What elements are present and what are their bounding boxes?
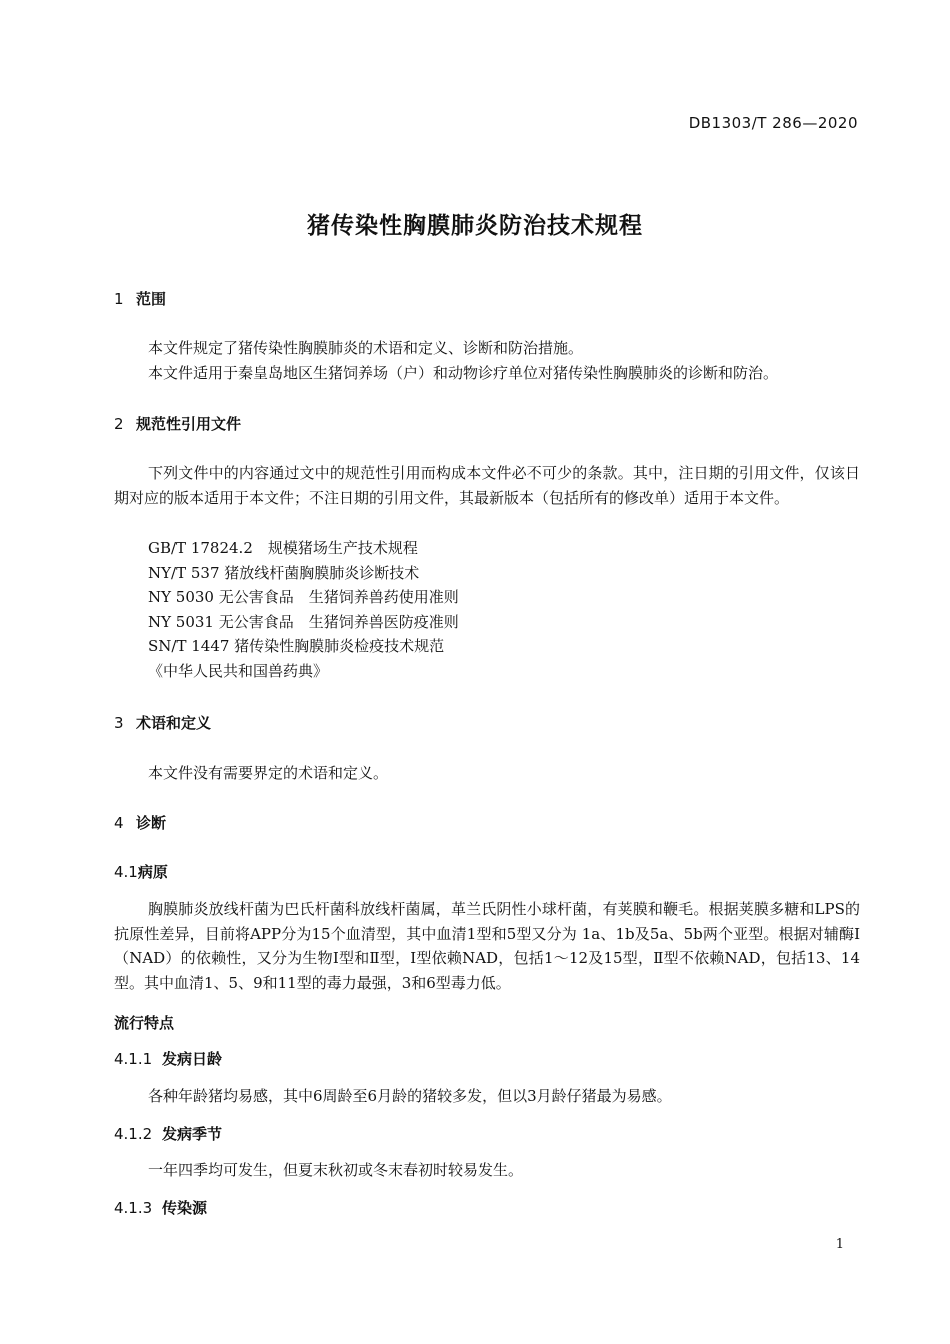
document-code: DB1303/T 286—2020: [688, 114, 858, 132]
reference-item: NY/T 537 猪放线杆菌胸膜肺炎诊断技术: [148, 564, 420, 582]
subsection-heading-pathogen: [114, 861, 168, 882]
paragraph: 各种年龄猪均易感，其中6周龄至6月龄的猪较多发，但以3月龄仔猪最为易感。: [148, 1087, 672, 1105]
reference-item: GB/T 17824.2 规模猪场生产技术规程: [148, 539, 418, 557]
subsection-label: 发病季节: [162, 1125, 223, 1143]
subsection-number: 4.1.1: [114, 1050, 153, 1068]
subsection-number: 4.1.3: [114, 1199, 153, 1217]
section-label: 范围: [136, 290, 167, 308]
subsection-number: 4.1: [114, 863, 138, 881]
section-heading-diagnosis: [114, 812, 166, 833]
subsection-number: 4.1.2: [114, 1125, 153, 1143]
reference-item: NY 5031 无公害食品 生猪饲养兽医防疫准则: [148, 613, 459, 631]
reference-item: 《中华人民共和国兽药典》: [148, 662, 329, 680]
section-label: 诊断: [136, 814, 167, 832]
reference-item: NY 5030 无公害食品 生猪饲养兽药使用准则: [148, 588, 459, 606]
section-number: 4: [114, 814, 124, 832]
section-number: 2: [114, 415, 124, 433]
section-heading-terms: [114, 712, 211, 733]
subsection-label: 传染源: [162, 1199, 208, 1217]
document-title: 猪传染性胸膜肺炎防治技术规程: [307, 213, 643, 239]
subsection-label: 流行特点: [114, 1014, 175, 1032]
reference-item: SN/T 1447 猪传染性胸膜肺炎检疫技术规范: [148, 637, 445, 655]
section-heading-normative-references: [114, 413, 241, 434]
paragraph: 一年四季均可发生，但夏末秋初或冬末春初时较易发生。: [148, 1161, 524, 1179]
section-heading-scope: [114, 288, 166, 309]
section-number: 3: [114, 714, 124, 732]
paragraph: 本文件没有需要界定的术语和定义。: [148, 764, 389, 782]
paragraph: 下列文件中的内容通过文中的规范性引用而构成本文件必不可少的条款。其中，注日期的引用文件，仅该日期对应的版本适用于本文件；不注日期的引用文件，其最新版本（包括所有的修改单）适用于本文件。: [114, 464, 860, 507]
paragraph: 本文件规定了猪传染性胸膜肺炎的术语和定义、诊断和防治措施。: [148, 339, 584, 357]
section-label: 规范性引用文件: [136, 415, 242, 433]
subsection-label: 发病日龄: [162, 1050, 223, 1068]
paragraph: 本文件适用于秦皇岛地区生猪饲养场（户）和动物诊疗单位对猪传染性胸膜肺炎的诊断和防治。: [148, 364, 779, 382]
subsection-label: 病原: [137, 863, 168, 881]
subsection-heading-season: [114, 1123, 222, 1144]
paragraph: 胸膜肺炎放线杆菌为巴氏杆菌科放线杆菌属，革兰氏阴性小球杆菌，有荚膜和鞭毛。根据荚膜多糖和LPS的抗原性差异，目前将APP分为15个血清型，其中血清1型和5型又分为 1a、1b及5a、5b两个亚型。根据对辅酶Ⅰ（NAD）的依赖性，又分为生物Ⅰ型和Ⅱ型，Ⅰ型依赖NAD，包括1～12及15型，Ⅱ型不依赖NAD，包括13、14型。其中血清1、5、9和11型的毒力最强，3和6型毒力低。: [114, 900, 860, 992]
subsection-heading-epidemic: [114, 1012, 174, 1033]
subsection-heading-infection-source: [114, 1197, 207, 1218]
section-number: 1: [114, 290, 124, 308]
subsection-heading-age: [114, 1048, 222, 1069]
page-number: 1: [835, 1237, 844, 1252]
section-label: 术语和定义: [136, 714, 212, 732]
